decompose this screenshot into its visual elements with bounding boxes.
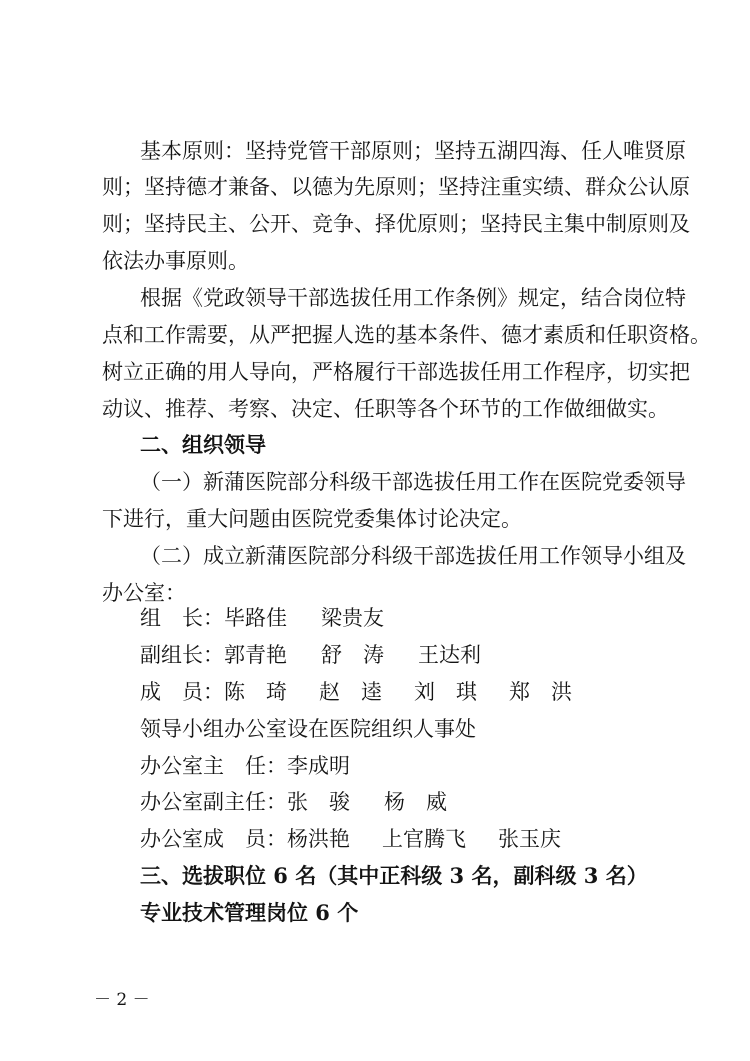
principles-line-4: 依法办事原则。 — [102, 249, 249, 273]
role-label: 办公室副主任： — [140, 790, 287, 814]
principles-line-1: 基本原则：坚持党管干部原则；坚持五湖四海、任人唯贤原 — [140, 139, 686, 163]
person-name: 毕路佳 — [224, 606, 287, 630]
person-name: 张玉庆 — [498, 827, 561, 851]
role-label: 办公室主 任： — [140, 754, 287, 778]
person-name: 杨 威 — [384, 790, 447, 814]
person-name: 郑 洪 — [509, 680, 572, 704]
person-name: 刘 琪 — [414, 680, 477, 704]
role-label: 成 员： — [140, 680, 224, 704]
office-director-row — [140, 752, 350, 780]
person-name: 梁贵友 — [321, 606, 384, 630]
group-deputy-row — [140, 641, 481, 669]
regulation-line-3: 树立正确的用人导向，严格履行干部选拔任用工作程序，切实把 — [102, 360, 690, 384]
group-members-row — [140, 678, 572, 706]
role-label: 副组长： — [140, 643, 224, 667]
office-location-note: 领导小组办公室设在医院组织人事处 — [140, 717, 476, 741]
person-name: 赵 逵 — [319, 680, 382, 704]
item1-line-1: （一）新蒲医院部分科级干部选拔任用工作在医院党委领导 — [140, 470, 686, 494]
office-deputy-row — [140, 788, 447, 816]
item1-line-2: 下进行，重大问题由医院党委集体讨论决定。 — [102, 507, 522, 531]
regulation-line-1: 根据《党政领导干部选拔任用工作条例》规定，结合岗位特 — [140, 286, 686, 310]
section-heading-positions: 三、选拔职位 6 名（其中正科级 3 名，副科级 3 名） — [140, 863, 648, 888]
regulation-line-4: 动议、推荐、考察、决定、任职等各个环节的工作做细做实。 — [102, 397, 669, 421]
person-name: 上官腾飞 — [382, 827, 466, 851]
person-name: 陈 琦 — [224, 680, 287, 704]
section-heading-organization: 二、组织领导 — [140, 432, 266, 457]
item2-line-2: 办公室： — [102, 581, 186, 605]
person-name: 王达利 — [418, 643, 481, 667]
role-label: 办公室成 员： — [140, 827, 287, 851]
principles-line-2: 则；坚持德才兼备、以德为先原则；坚持注重实绩、群众公认原 — [102, 175, 690, 199]
person-name: 张 骏 — [287, 790, 350, 814]
section-subheading-posts: 专业技术管理岗位 6 个 — [140, 900, 359, 925]
item2-line-1: （二）成立新蒲医院部分科级干部选拔任用工作领导小组及 — [140, 544, 686, 568]
regulation-line-2: 点和工作需要，从严把握人选的基本条件、德才素质和任职资格。 — [102, 323, 711, 347]
person-name: 郭青艳 — [224, 643, 287, 667]
person-name: 李成明 — [287, 754, 350, 778]
group-leader-row — [140, 604, 384, 632]
person-name: 舒 涛 — [321, 643, 384, 667]
person-name: 杨洪艳 — [287, 827, 350, 851]
role-label: 组 长： — [140, 606, 224, 630]
page-number: － 2 － — [94, 990, 150, 1010]
principles-line-3: 则；坚持民主、公开、竞争、择优原则；坚持民主集中制原则及 — [102, 212, 690, 236]
office-members-row — [140, 825, 561, 853]
